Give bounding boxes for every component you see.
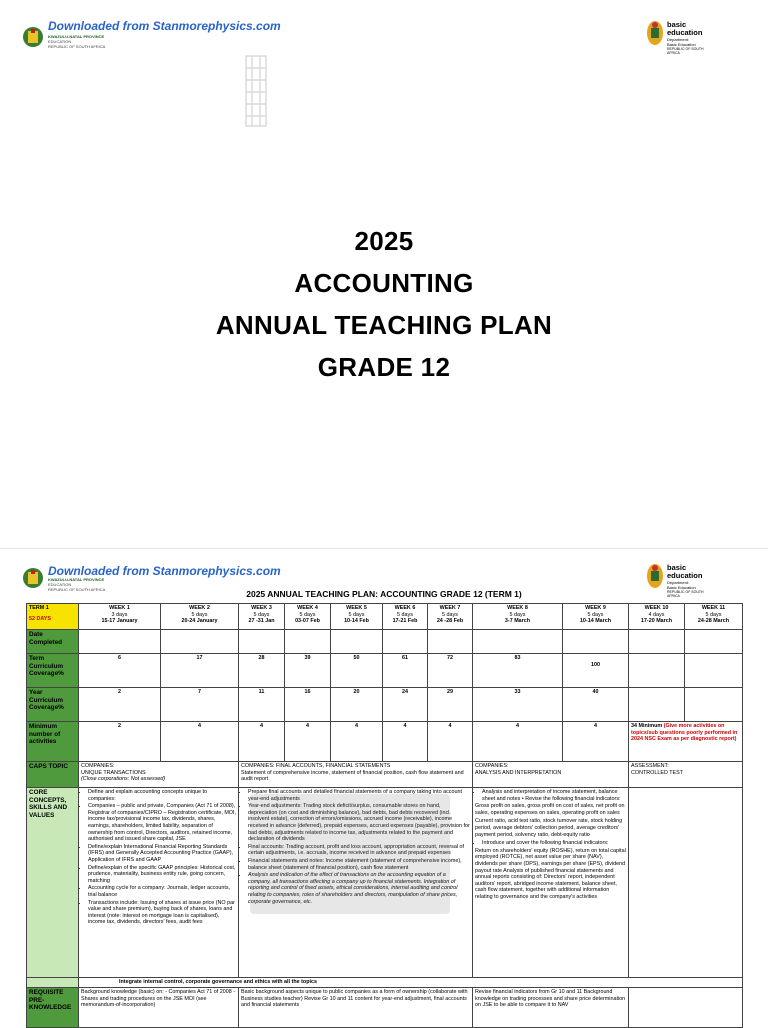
de-line: Basic Education <box>667 42 696 47</box>
caps-topic-row <box>27 762 743 788</box>
caps-a-title: COMPANIES: <box>81 763 115 769</box>
week-header <box>473 604 563 630</box>
week-range: 03-07 Feb <box>295 618 320 625</box>
week-header <box>428 604 473 630</box>
coverage-cell: 20 <box>331 688 383 722</box>
week-label: WEEK 4 <box>297 605 318 611</box>
row-label: Date Completed <box>27 630 79 654</box>
core-c-list <box>475 789 626 802</box>
req-cell-c: Revise financial indicators from Gr 10 and 11 Background knowledge on trading processes and share price determination on JSE to be able to compare it to NAV <box>473 988 629 1028</box>
min-activities-row <box>27 722 743 762</box>
download-link[interactable]: Downloaded from Stanmorephysics.com <box>48 19 281 33</box>
kzn-crest-icon <box>22 567 44 589</box>
activities-cell: 4 <box>383 722 428 762</box>
week-range: 24-28 March <box>697 618 730 625</box>
row-label: CORE CONCEPTS, SKILLS AND VALUES <box>27 788 79 978</box>
coverage-cell: 24 <box>383 688 428 722</box>
week-days: 5 days <box>442 611 458 618</box>
week-label: WEEK 11 <box>701 605 726 611</box>
week-days: 5 days <box>397 611 413 618</box>
activities-cell: 4 <box>473 722 563 762</box>
week-range: 17-21 Feb <box>392 618 418 625</box>
download-link[interactable]: Downloaded from Stanmorephysics.com <box>48 564 281 578</box>
coverage-cell: 40 <box>563 688 629 722</box>
date-cell <box>563 630 629 654</box>
week-header <box>79 604 161 630</box>
title-plan: ANNUAL TEACHING PLAN <box>215 310 553 340</box>
week-label: WEEK 6 <box>394 605 416 611</box>
kzn-line: EDUCATION <box>48 39 72 44</box>
core-cell-d <box>629 788 743 978</box>
kzn-line: REPUBLIC OF SOUTH AFRICA <box>48 587 106 592</box>
term-coverage-row <box>27 654 743 688</box>
week-label: WEEK 7 <box>439 605 461 611</box>
activities-cell: 4 <box>563 722 629 762</box>
week-label: WEEK 2 <box>189 605 210 611</box>
row-label: Year Curriculum Coverage% <box>27 688 79 722</box>
de-line: Basic Education <box>667 585 696 590</box>
table-title: 2025 ANNUAL TEACHING PLAN: ACCOUNTING GRADE 12 (TERM 1) <box>246 589 522 599</box>
week-range: 10-14 Feb <box>344 618 369 625</box>
kzn-line: REPUBLIC OF SOUTH AFRICA <box>48 44 106 49</box>
caps-cell-b <box>239 762 473 788</box>
caps-a-note: (Close corporations: Not assessed) <box>81 776 166 783</box>
week-days: 5 days <box>587 611 604 618</box>
coverage-cell: 83 <box>473 654 563 688</box>
list-item: • Accounting cycle for a company: Journals, ledger accounts, trial balance <box>88 885 236 898</box>
min-note-red: (Give more activities on topics/sub questions poorly performed in 2024 NSC Exam as per diagnostic report) <box>631 723 738 743</box>
tower-watermark-icon <box>238 50 274 130</box>
week-range: 15-17 January <box>101 618 138 625</box>
activities-cell: 4 <box>285 722 331 762</box>
de-brand: basic education <box>667 563 703 580</box>
week-header <box>239 604 285 630</box>
caps-cell-c <box>473 762 629 788</box>
coverage-cell: 61 <box>383 654 428 688</box>
coverage-cell: 29 <box>428 688 473 722</box>
integrate-cell: Integrate internal control, corporate governance and ethics with all the topics <box>79 978 743 988</box>
week-range: 27 -31 Jan <box>248 618 275 625</box>
date-cell <box>285 630 331 654</box>
coverage-cell <box>685 654 743 688</box>
week-header <box>629 604 685 630</box>
coverage-cell <box>629 654 685 688</box>
week-header <box>285 604 331 630</box>
week-days: 5 days <box>348 611 365 618</box>
activities-cell: 4 <box>161 722 239 762</box>
term1-plan-page <box>0 548 768 1025</box>
de-brand: basic education <box>667 20 703 37</box>
list-item: • Final accounts: Trading account, profit and loss account, appropriation account, reversal of certain adjustments, i.e. accruals, income received in advance and prepaid expenses <box>248 844 470 857</box>
title-grade: GRADE 12 <box>317 352 451 382</box>
coverage-cell: 2 <box>79 688 161 722</box>
week-label: WEEK 9 <box>585 605 606 611</box>
req-cell-d <box>629 988 743 1028</box>
core-c-text3: Return on shareholders' equity (ROSHE), return on total capital employed (ROTCE), net asset value per share (NAV), dividends per share (DPS), earnings per share (EPS), dividend payout rate Analysis of published financial statements and annual reports consisting of: Directors' report, independent auditors' report, abridged income statement, balance sheet, cash flow statement, together with additional information relating to governance and the company's activities <box>475 847 626 900</box>
week-header <box>685 604 743 630</box>
week-days: 3 days <box>111 611 128 618</box>
coverage-cell: 17 <box>161 654 239 688</box>
week-days: 5 days <box>191 611 208 618</box>
row-label-spacer <box>27 978 79 988</box>
basic-education-logo <box>646 20 716 55</box>
core-c-text2: Current ratio, acid test ratio, stock turnover rate, stock holding period, average debtors' collection period, average creditors' payment period, solvency ratio, debt-equity ratio <box>475 818 623 838</box>
core-c-text1: Gross profit on sales, gross profit on cost of sales, net profit on sales, operating expenses on sales, operating profit on sales <box>475 803 625 816</box>
de-line: REPUBLIC OF SOUTH AFRICA <box>667 47 704 55</box>
caps-d-title: ASSESSMENT: <box>631 763 669 769</box>
week-label: WEEK 5 <box>346 605 367 611</box>
row-label: Term Curriculum Coverage% <box>27 654 79 688</box>
date-cell <box>161 630 239 654</box>
week-days: 5 days <box>253 611 270 618</box>
week-days: 5 days <box>705 611 722 618</box>
date-cell <box>629 630 685 654</box>
sa-coat-of-arms-icon <box>646 563 664 589</box>
watermark-overlay <box>250 794 450 914</box>
list-item: • Companies – public and private, Companies (Act 71 of 2008), Registrar of companies/CIPRO – Registration certificate, MOI, income tax/provisional income tax, dividends, shares, earnings, shareholders, limited liability, separation of ownership from control, Directors, auditors, retained income, authorised and issued share capital, JSE <box>88 803 236 843</box>
list-item: • Prepare final accounts and detailed financial statements of a company taking into account year-end adjustments <box>248 789 470 802</box>
list-item: • Define/explain of the specific GAAP principles: Historical cost, prudence, materiality, business entity rule, going concern, matching <box>88 865 236 885</box>
caps-c-sub: ANALYSIS AND INTERPRETATION <box>475 769 562 776</box>
sa-coat-of-arms-icon <box>646 20 664 46</box>
list-item: • Define and explain accounting concepts unique to companies: <box>88 789 236 802</box>
activities-cell: 2 <box>79 722 161 762</box>
weeks-row <box>27 604 743 630</box>
coverage-cell: 50 <box>331 654 383 688</box>
week-range: 3-7 March <box>504 618 531 625</box>
kzn-line: KWAZULU-NATAL PROVINCE <box>48 577 105 582</box>
date-cell <box>383 630 428 654</box>
core-a-list <box>81 789 236 926</box>
de-line: REPUBLIC OF SOUTH AFRICA <box>667 590 704 598</box>
week-range: 20-24 January <box>181 618 218 625</box>
term-label-cell <box>27 604 79 630</box>
list-item: • Analysis and indication of the effect of transactions on the accounting equation of a company, all transactions affecting a company up to financial statements. Integration of reporting and control of fixed assets, ethical considerations, internal auditing and control relating to companies, roles of shareholders and directors, manipulation of share prices, corporate governance, etc. <box>248 872 470 905</box>
min-note-cell <box>629 722 743 762</box>
week-days: 5 days <box>509 611 526 618</box>
caps-cell-d <box>629 762 743 788</box>
week-header <box>563 604 629 630</box>
date-cell <box>79 630 161 654</box>
week-days: 4 days <box>648 611 665 618</box>
caps-d-sub: CONTROLLED TEST <box>631 769 684 776</box>
week-label: WEEK 3 <box>251 605 272 611</box>
title-subject: ACCOUNTING <box>294 268 474 298</box>
date-cell <box>685 630 743 654</box>
core-cell-a <box>79 788 239 978</box>
list-item: • Year-end adjustments: Trading stock deficit/surplus, consumable stores on hand, depreciation (on cost and diminishing balance), bad debts, bad debts recovered (incl. insolvent estate), correction of errors/omissions, accrued income (receivable), income received in advance (deferred), prepaid expenses, accrued expenses (payable), provision for bad debts, adjustments related to income tax, adjustments related to the payment and declaration of dividends <box>248 803 470 843</box>
activities-cell: 4 <box>331 722 383 762</box>
core-cell-c <box>473 788 629 978</box>
req-cell-b: Basic background aspects unique to public companies as a form of ownership (collaborate with Business studies teacher) Revise Gr 10 and 11 content for year-end adjustment, final accounts and financial statements <box>239 988 473 1028</box>
req-cell-a: Background knowledge (basic) on: - Companies Act 71 of 2008 - Shares and trading procedures on the JSE MOI (see memorandum-of-incorporation) <box>79 988 239 1028</box>
week-label: WEEK 10 <box>644 605 669 611</box>
de-line: Department: <box>667 580 690 585</box>
term-label: TERM 1 <box>29 605 49 611</box>
de-line: Department: <box>667 37 690 42</box>
coverage-cell: 72 <box>428 654 473 688</box>
row-label: CAPS TOPIC <box>27 762 79 788</box>
week-header <box>161 604 239 630</box>
date-cell <box>428 630 473 654</box>
coverage-cell: 100 <box>563 654 629 688</box>
activities-cell: 4 <box>428 722 473 762</box>
kzn-line: KWAZULU-NATAL PROVINCE <box>48 34 105 39</box>
list-item: • Introduce and cover the following financial indicators: <box>482 840 626 847</box>
requisite-row <box>27 988 743 1028</box>
row-label: REQUISITE PRE-KNOWLEDGE <box>27 988 79 1028</box>
caps-b-title: COMPANIES: FINAL ACCOUNTS, FINANCIAL STATEMENTS <box>241 763 391 769</box>
list-item: • Transactions include: Issuing of shares at issue price (NO par value and share premium), buying back of shares, loans and interest (note: interest on mortgage loan is capitalised), income tax, dividends, directors' fees, audit fees <box>88 900 236 926</box>
term-days: 52 DAYS <box>29 615 51 622</box>
row-label: Minimum number of activities <box>27 722 79 762</box>
date-cell <box>331 630 383 654</box>
kzn-crest-icon <box>22 26 44 48</box>
kzn-line: EDUCATION <box>48 582 72 587</box>
coverage-cell <box>629 688 685 722</box>
coverage-cell: 7 <box>161 688 239 722</box>
activities-cell: 4 <box>239 722 285 762</box>
week-range: 24 -28 Feb <box>436 618 464 625</box>
week-range: 10-14 March <box>579 618 612 625</box>
title-year: 2025 <box>354 226 414 256</box>
core-c-intro-list <box>475 840 626 847</box>
coverage-cell: 28 <box>239 654 285 688</box>
min-note-black: 34 Minimum <box>631 723 663 729</box>
week-header <box>383 604 428 630</box>
date-cell <box>239 630 285 654</box>
coverage-cell: 39 <box>285 654 331 688</box>
year-coverage-row <box>27 688 743 722</box>
kzn-text <box>48 34 105 49</box>
coverage-cell: 33 <box>473 688 563 722</box>
week-header <box>331 604 383 630</box>
coverage-cell: 11 <box>239 688 285 722</box>
week-label: WEEK 1 <box>109 605 130 611</box>
caps-cell-a <box>79 762 239 788</box>
week-label: WEEK 8 <box>507 605 528 611</box>
integrate-row <box>27 978 743 988</box>
list-item: • Financial statements and notes: Income statement (statement of comprehensive income), balance sheet (statement of financial position), cash flow statement <box>248 858 470 871</box>
list-item: • Analysis and interpretation of income statement, balance sheet and notes • Revise the following financial indicators: <box>482 789 626 802</box>
caps-a-sub: UNIQUE TRANSACTIONS <box>81 769 146 776</box>
coverage-cell: 6 <box>79 654 161 688</box>
list-item: • Define/explain International Financial Reporting Standards (IFRS) and Generally Accepted Accounting Practice (GAAP), Application of IFRS and GAAP <box>88 844 236 864</box>
date-cell <box>473 630 563 654</box>
cover-title <box>0 220 768 388</box>
week-range: 17-20 March <box>640 618 673 625</box>
coverage-cell <box>685 688 743 722</box>
date-completed-row <box>27 630 743 654</box>
coverage-cell: 16 <box>285 688 331 722</box>
caps-c-title: COMPANIES: <box>475 763 509 769</box>
week-days: 5 days <box>299 611 316 618</box>
caps-b-text: Statement of comprehensive income, statement of financial position, cash flow statement and audit report <box>241 769 464 783</box>
